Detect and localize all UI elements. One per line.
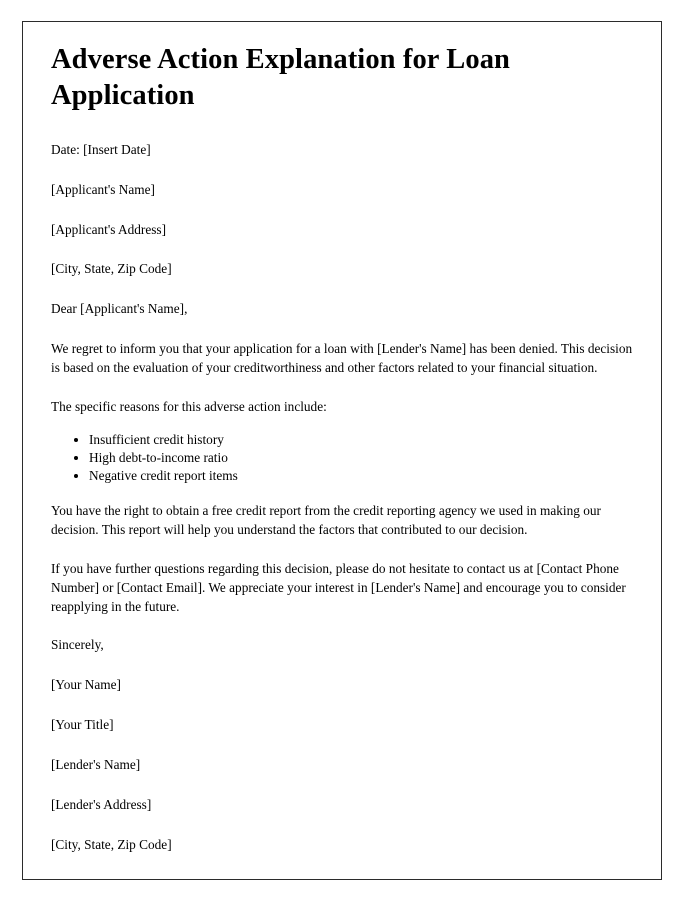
- signature-lender-city-state-zip: [City, State, Zip Code]: [51, 836, 172, 852]
- page-title: Adverse Action Explanation for Loan Application: [51, 44, 511, 111]
- document-content: [51, 42, 633, 855]
- spacer: [51, 319, 633, 340]
- list-item: • High debt-to-income ratio: [89, 449, 633, 467]
- spacer: [51, 775, 633, 796]
- signature-lender-address: [Lender's Address]: [51, 796, 152, 812]
- spacer: [51, 114, 633, 141]
- list-item: • Insufficient credit history: [89, 431, 633, 449]
- salutation: Dear [Applicant's Name],: [51, 301, 188, 317]
- spacer: [51, 485, 633, 502]
- closing-line: Sincerely,: [51, 637, 104, 653]
- spacer: [51, 160, 633, 181]
- spacer: [51, 239, 633, 260]
- denial-paragraph: We regret to inform you that your application for a loan with [Lender's Name] has been denied. This decision is based on the evaluation of your creditworthiness and other factors related to your financial situation.: [51, 341, 633, 376]
- spacer: [51, 200, 633, 221]
- reasons-intro: The specific reasons for this adverse action include:: [51, 398, 327, 414]
- credit-report-paragraph: You have the right to obtain a free credit report from the credit reporting agency we used in making our decision. This report will help you understand the factors that contributed to our decision.: [51, 503, 601, 537]
- spacer: [51, 279, 633, 300]
- spacer: [51, 378, 633, 398]
- list-item: • Negative credit report items: [89, 467, 633, 485]
- reasons-list: [51, 431, 633, 485]
- spacer: [51, 540, 633, 560]
- recipient-city-state-zip: [City, State, Zip Code]: [51, 261, 172, 277]
- signature-your-title: [Your Title]: [51, 717, 114, 733]
- spacer: [51, 815, 633, 836]
- spacer: [51, 735, 633, 756]
- signature-your-name: [Your Name]: [51, 677, 121, 693]
- recipient-address: [Applicant's Address]: [51, 221, 167, 237]
- spacer: [51, 695, 633, 716]
- spacer: [51, 417, 633, 431]
- contact-paragraph: If you have further questions regarding this decision, please do not hesitate to contact us at [Contact Phone Number] or [Contact Email]. We appreciate your interest in [Lender's Name] and encourage you to consider reapplying in the future.: [51, 560, 626, 614]
- spacer: [51, 655, 633, 676]
- spacer: [51, 616, 633, 636]
- signature-lender-name: [Lender's Name]: [51, 757, 141, 773]
- document-page: [22, 21, 662, 880]
- recipient-name: [Applicant's Name]: [51, 181, 155, 197]
- date-line: Date: [Insert Date]: [51, 141, 151, 157]
